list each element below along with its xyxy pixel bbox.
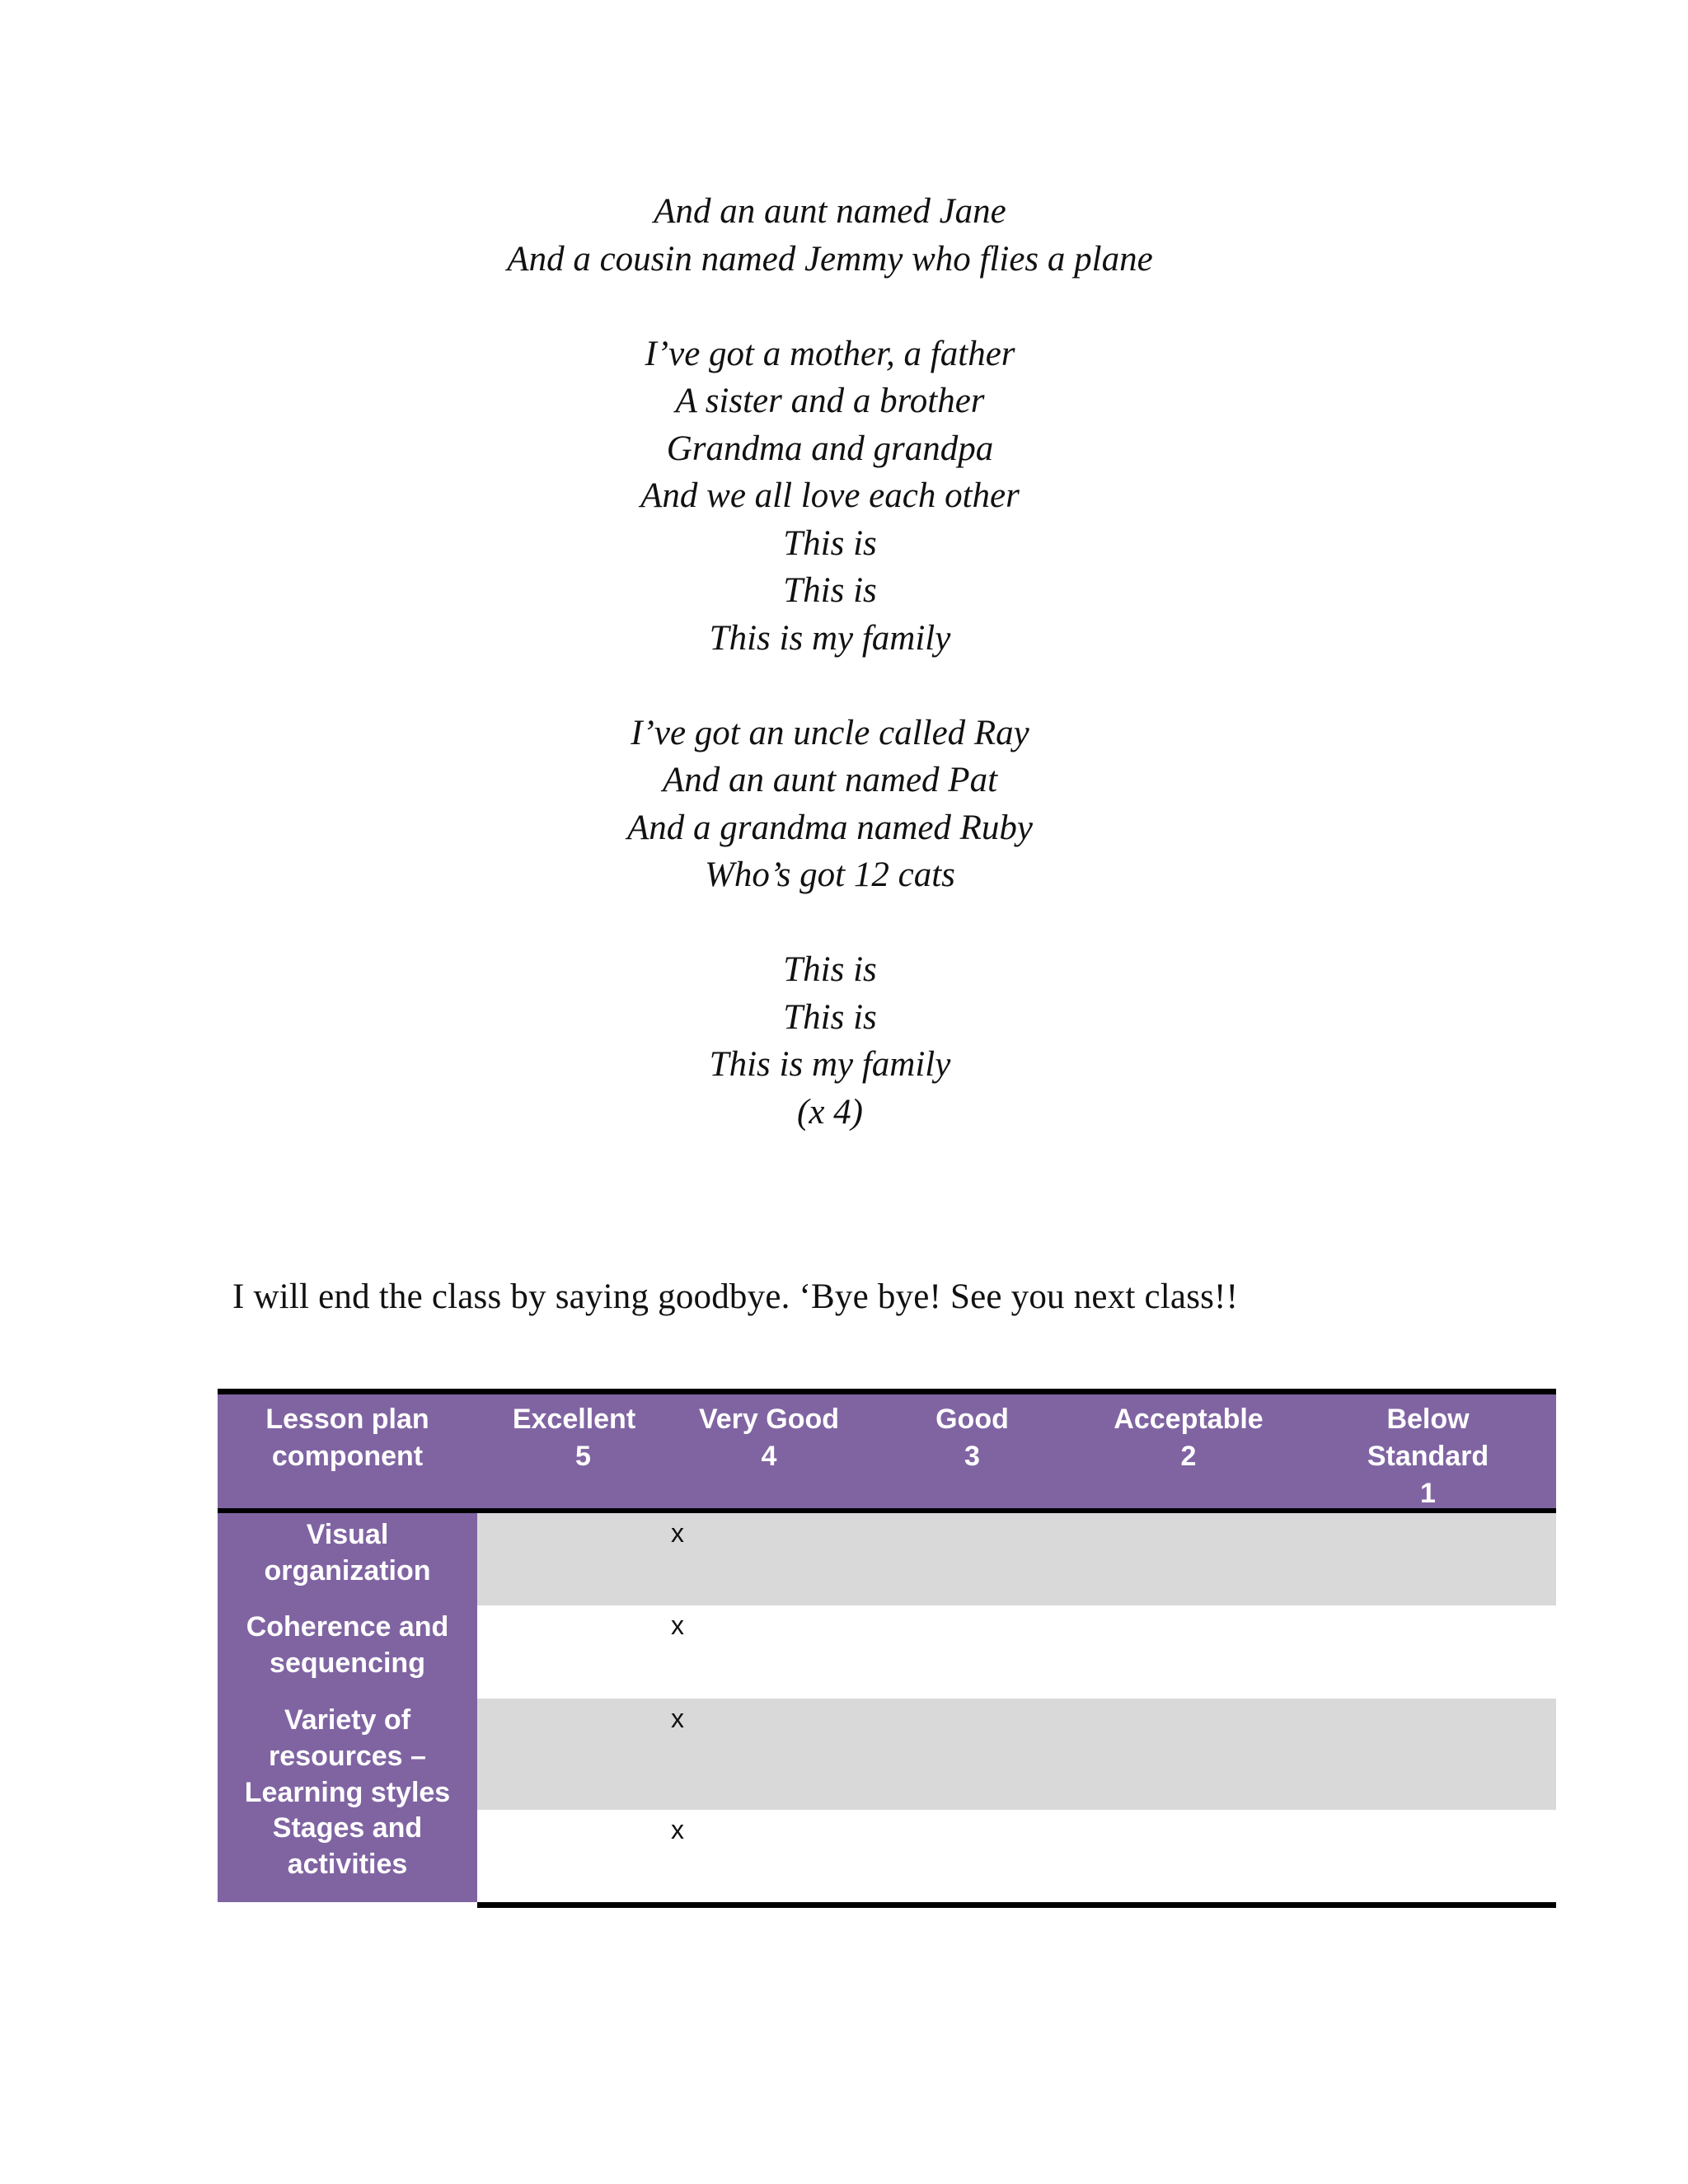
lyric-line: This is	[783, 571, 877, 610]
score-cell	[867, 1699, 1077, 1810]
row-cells	[477, 1513, 1556, 1605]
header-excellent	[477, 1394, 671, 1508]
score-cell	[477, 1810, 671, 1902]
lyric-line: I’ve got a mother, a father	[645, 334, 1015, 373]
header-label: Below Standard	[1367, 1404, 1489, 1472]
score-cell	[1300, 1810, 1556, 1902]
lyric-line: And a grandma named Ruby	[626, 808, 1034, 847]
table-row	[218, 1810, 1556, 1902]
song-lyrics	[0, 188, 1688, 1136]
lyric-line: Grandma and grandpa	[666, 429, 994, 468]
lyric-line: This is	[783, 523, 877, 563]
row-cells	[477, 1605, 1556, 1699]
row-cells	[477, 1699, 1556, 1810]
score-cell: x	[671, 1518, 684, 1548]
stanza-break	[0, 283, 1688, 330]
lyric-line: And a cousin named Jemmy who flies a plane	[507, 239, 1153, 279]
score-cell	[867, 1513, 1077, 1605]
score-cell	[1077, 1605, 1300, 1699]
header-score: 1	[1420, 1478, 1436, 1509]
score-cell	[1300, 1513, 1556, 1605]
score-cell	[1077, 1513, 1300, 1605]
table-row	[218, 1605, 1556, 1699]
lyric-line: (x 4)	[797, 1092, 863, 1132]
lyric-line: This is my family	[709, 1045, 951, 1084]
row-cells	[477, 1810, 1556, 1902]
lyric-line: I’ve got an uncle called Ray	[631, 713, 1029, 752]
lyric-line: And an aunt named Pat	[662, 761, 998, 799]
table-top-rule	[218, 1389, 1556, 1394]
score-cell: x	[671, 1610, 684, 1640]
row-header: Visual organization	[218, 1513, 477, 1605]
score-cell	[1077, 1810, 1300, 1902]
score-cell	[867, 1810, 1077, 1902]
header-component: Lesson plan component	[265, 1404, 429, 1472]
score-cell	[477, 1699, 671, 1810]
header-label: Acceptable	[1114, 1404, 1264, 1435]
header-good	[867, 1394, 1077, 1508]
header-very-good	[671, 1394, 867, 1508]
rubric-table	[218, 1389, 1556, 1908]
score-cell: x	[671, 1815, 684, 1844]
table-row	[218, 1513, 1556, 1605]
header-label: Good	[935, 1404, 1009, 1435]
lyric-line: Who’s got 12 cats	[705, 855, 955, 894]
score-cell	[1300, 1699, 1556, 1810]
header-score: 3	[964, 1441, 980, 1472]
closing-paragraph: I will end the class by saying goodbye. ‘Bye bye! See you next class!!	[232, 1277, 1239, 1316]
stanza-break	[0, 899, 1688, 947]
lyric-line: This is	[783, 997, 877, 1037]
row-header: Variety of resources – Learning styles	[218, 1699, 477, 1810]
header-score: 2	[1180, 1441, 1197, 1472]
table-header-row	[218, 1394, 1556, 1508]
lyric-line: And an aunt named Jane	[654, 192, 1006, 231]
lyric-line: This is my family	[709, 618, 951, 658]
table-row	[218, 1699, 1556, 1810]
score-cell	[477, 1605, 671, 1699]
score-cell: x	[671, 1704, 684, 1733]
lyric-line: This is	[783, 950, 877, 989]
header-acceptable	[1077, 1394, 1300, 1508]
table-bottom-rule	[477, 1902, 1556, 1908]
lyric-line: A sister and a brother	[675, 382, 985, 420]
header-label: Very Good	[698, 1404, 840, 1435]
score-cell	[1077, 1699, 1300, 1810]
score-cell	[1300, 1605, 1556, 1699]
header-score: 4	[761, 1441, 777, 1472]
row-header: Stages and activities	[218, 1810, 477, 1902]
header-score: 5	[575, 1441, 591, 1472]
row-header: Coherence and sequencing	[218, 1605, 477, 1699]
score-cell	[477, 1513, 671, 1605]
header-label: Excellent	[512, 1404, 636, 1435]
score-cell	[867, 1605, 1077, 1699]
lyric-line: And we all love each other	[640, 476, 1020, 515]
header-below-standard	[1300, 1394, 1556, 1508]
stanza-break	[0, 662, 1688, 710]
